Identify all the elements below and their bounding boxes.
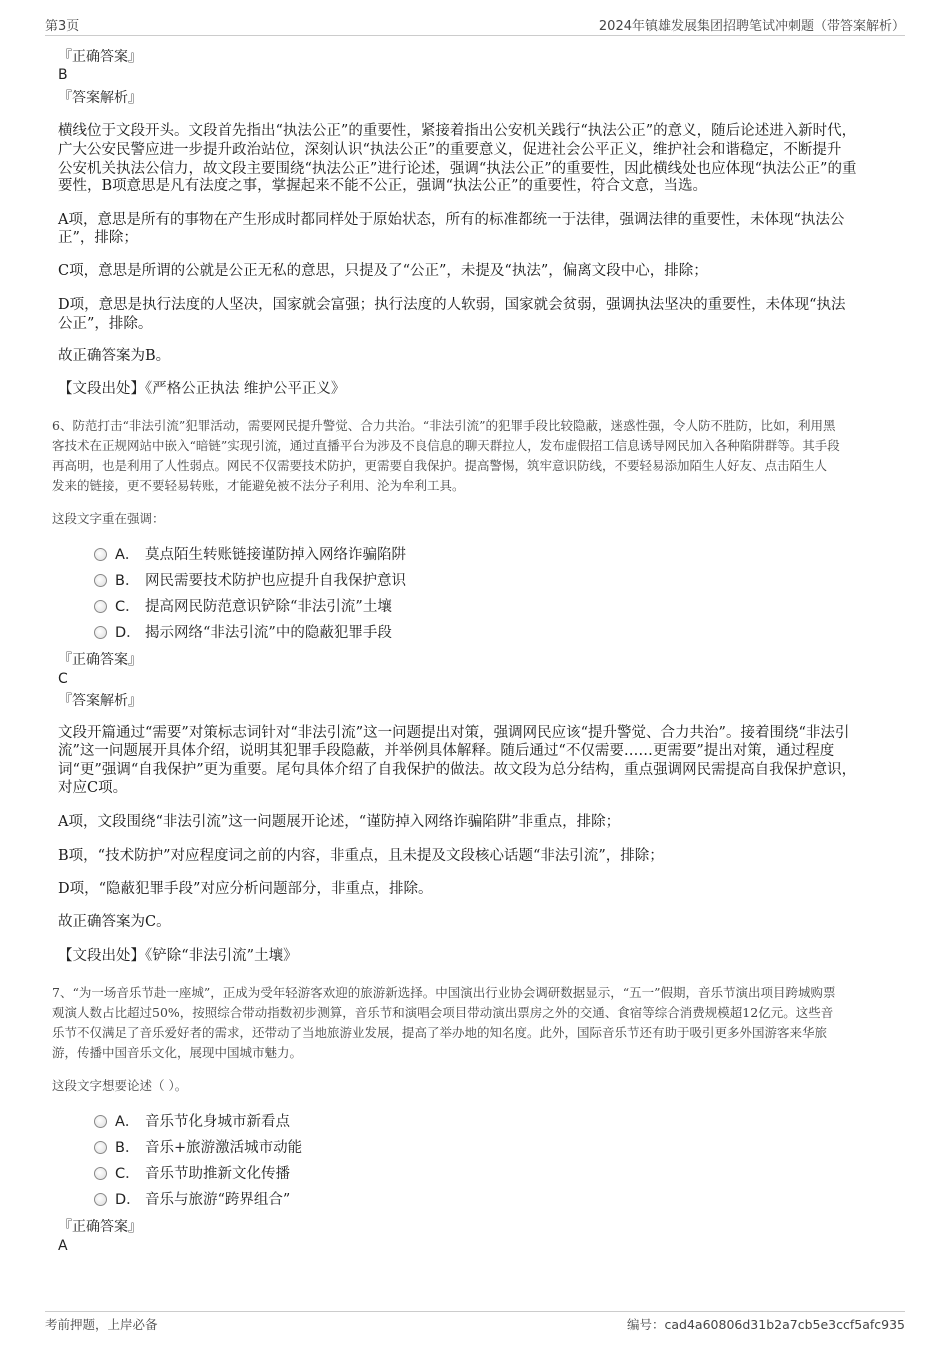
q5-answer: B [58,67,68,83]
q6-source: 【文段出处】《铲除“非法引流”土壤》 [58,948,298,964]
q5-analysis-line: 公安机关执法公信力，故文段主要围绕“执法公正”进行论述，强调“执法公正”的重要性，因此横线处也应体现“执法公正”的重 [58,161,857,177]
radio-icon[interactable] [94,626,107,639]
q5-option-d-analysis: D项，意思是执行法度的人坚决，国家就会富强；执行法度的人软弱，国家就会贫弱，强调执法坚决的重要性，未体现“执法 [58,297,846,313]
q6-stem-line: 再高明，也是利用了人性弱点。网民不仅需要技术防护，更需要自我保护。提高警惕，筑牢意识防线，不要轻易添加陌生人好友、点击陌生人 [52,458,828,473]
q5-option-a-analysis: A项，意思是所有的事物在产生形成时都同样处于原始状态，所有的标准都统一于法律，强调法律的重要性，未体现“执法公 [58,212,845,228]
radio-icon[interactable] [94,1115,107,1128]
radio-icon[interactable] [94,548,107,561]
option-letter: D． [115,625,141,641]
q5-option-c-analysis: C项，意思是所谓的公就是公正无私的意思，只提及了“公正”，未提及“执法”，偏离文段中心，排除； [58,263,708,279]
option-letter: C． [115,1166,140,1182]
q6-analysis-line: 流”这一问题展开具体介绍，说明其犯罪手段隐蔽，并举例具体解释。随后通过“不仅需要……更需要”提出对策，通过程度 [58,743,835,759]
q6-analysis-line: 对应C项。 [58,780,128,796]
q7-answer-label: 『正确答案』 [58,1219,142,1235]
page-footer [45,1311,905,1332]
option-text: 莫点陌生转账链接谨防掉入网络诈骗陷阱 [145,547,406,563]
option-text: 音乐节化身城市新看点 [145,1114,290,1130]
q6-answer-label: 『正确答案』 [58,652,142,668]
radio-icon[interactable] [94,1167,107,1180]
q6-option-b[interactable] [94,571,514,591]
q5-analysis-line: 要性，B项意思是凡有法度之事，掌握起来不能不公正，强调“执法公正”的重要性，符合文意，当选。 [58,178,707,194]
q7-option-c[interactable] [94,1164,514,1184]
q5-option-a-analysis: 正”，排除； [58,230,138,246]
q7-stem-line: 7、“为一场音乐节赴一座城”，正成为受年轻游客欢迎的旅游新选择。中国演出行业协会调研数据显示，“五一”假期，音乐节演出项目跨城购票 [52,985,836,1000]
radio-icon[interactable] [94,1193,107,1206]
q6-option-a-analysis: A项，文段围绕“非法引流”这一问题展开论述，“谨防掉入网络诈骗陷阱”非重点，排除； [58,814,621,830]
q6-prompt: 这段文字重在强调： [52,511,165,526]
q6-analysis-line: 文段开篇通过“需要”对策标志词针对“非法引流”这一问题提出对策，强调网民应该“提升警觉、合力共治”。接着围绕“非法引 [58,725,850,741]
option-letter: D． [115,1192,141,1208]
option-text: 网民需要技术防护也应提升自我保护意识 [145,573,406,589]
option-letter: C． [115,599,140,615]
q7-stem-line: 乐节不仅满足了音乐爱好者的需求，还带动了当地旅游业发展，提高了举办地的知名度。此外，国际音乐节还有助于吸引更多外国游客来华旅 [52,1025,828,1040]
option-text: 揭示网络“非法引流”中的隐蔽犯罪手段 [145,625,392,641]
q7-stem-line: 观演人数占比超过50%，按照综合带动指数初步测算，音乐节和演唱会项目带动演出票房之外的交通、食宿等综合消费规模超12亿元。这些音 [52,1005,834,1020]
document-id: 编号：cad4a60806d31b2a7cb5e3ccf5afc935 [627,1317,905,1332]
q6-analysis-label: 『答案解析』 [58,693,142,709]
option-text: 提高网民防范意识铲除“非法引流”土壤 [145,599,392,615]
q6-stem-line: 客技术在正规网站中嵌入“暗链”实现引流，通过直播平台为涉及不良信息的聊天群拉人，发布虚假招工信息诱导网民加入各种陷阱群等。其手段 [52,438,840,453]
document-title: 2024年镇雄发展集团招聘笔试冲刺题（带答案解析） [598,19,905,34]
q6-option-a[interactable] [94,545,514,565]
radio-icon[interactable] [94,1141,107,1154]
q5-option-d-analysis: 公正”，排除。 [58,316,153,332]
q6-conclusion: 故正确答案为C。 [58,914,171,930]
radio-icon[interactable] [94,574,107,587]
q5-analysis-line: 广大公安民警应进一步提升政治站位，深刻认识“执法公正”的重要意义，促进社会公平正义，维护社会和谐稳定，不断提升 [58,142,842,158]
q7-option-a[interactable] [94,1112,514,1132]
q6-option-d-analysis: D项，“隐蔽犯罪手段”对应分析问题部分，非重点，排除。 [58,881,433,897]
q5-answer-label: 『正确答案』 [58,49,142,65]
q6-option-b-analysis: B项，“技术防护”对应程度词之前的内容，非重点，且未提及文段核心话题“非法引流”，排除； [58,848,664,864]
option-text: 音乐+旅游激活城市动能 [145,1140,303,1156]
q6-option-c[interactable] [94,597,514,617]
q7-option-b[interactable] [94,1138,514,1158]
q7-option-d[interactable] [94,1190,514,1210]
footer-slogan: 考前押题，上岸必备 [45,1317,158,1332]
q5-conclusion: 故正确答案为B。 [58,348,171,364]
page-header [45,13,905,36]
option-letter: B． [115,1140,140,1156]
option-text: 音乐节助推新文化传播 [145,1166,290,1182]
q7-prompt: 这段文字想要论述（ ）。 [52,1078,188,1093]
q6-stem-line: 发来的链接，更不要轻易转账，才能避免被不法分子利用、沦为牟利工具。 [52,478,465,493]
q6-stem-line: 6、防范打击“非法引流”犯罪活动，需要网民提升警觉、合力共治。“非法引流”的犯罪手段比较隐蔽，迷惑性强，令人防不胜防，比如，利用黑 [52,418,836,433]
option-letter: A． [115,1114,140,1130]
q7-answer: A [58,1238,68,1254]
page-number: 第3页 [45,19,80,34]
q5-analysis-label: 『答案解析』 [58,90,142,106]
q5-source: 【文段出处】《严格公正执法 维护公平正义》 [58,381,346,397]
option-letter: B． [115,573,140,589]
option-text: 音乐与旅游“跨界组合” [145,1192,291,1208]
q6-analysis-line: 词“更”强调“自我保护”更为重要。尾句具体介绍了自我保护的做法。故文段为总分结构，重点强调网民需提高自我保护意识， [58,762,857,778]
option-letter: A． [115,547,140,563]
q6-answer: C [58,671,68,687]
q7-stem-line: 游，传播中国音乐文化，展现中国城市魅力。 [52,1045,303,1060]
radio-icon[interactable] [94,600,107,613]
q6-option-d[interactable] [94,623,514,643]
q5-analysis-line: 横线位于文段开头。文段首先指出“执法公正”的重要性，紧接着指出公安机关践行“执法公正”的意义，随后论述进入新时代， [58,123,857,139]
